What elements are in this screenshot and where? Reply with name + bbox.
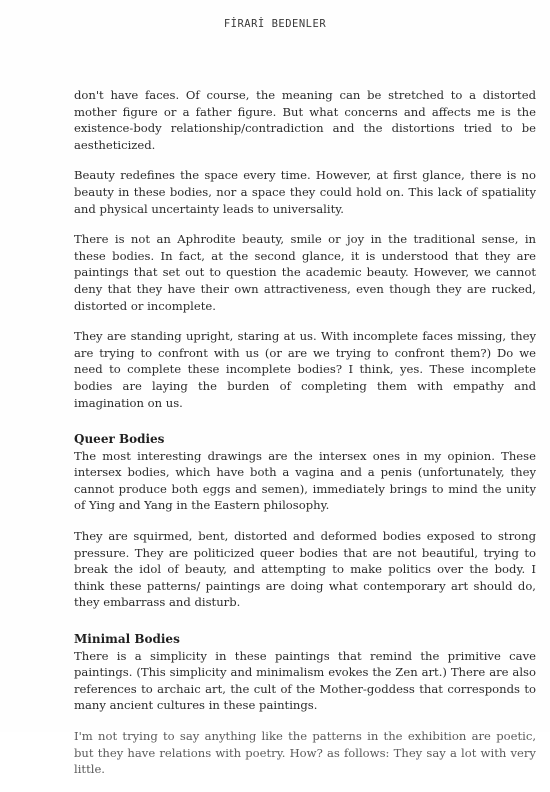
paragraph: There is not an Aphrodite beauty, smile or joy in the traditional sense, in these bodies. In fact, at the second glance, it is understood that they are paintings that set out to question the academic beauty. However, we cannot deny that they have their own attractiveness, even though they are rucked, distorted or incomplete. (74, 232, 536, 313)
paragraph: Beauty redefines the space every time. However, at first glance, there is no beauty in these bodies, nor a space they could hold on. This lack of spatiality and physical uncertainty leads to universality. (74, 168, 536, 216)
running-head: FİRARİ BEDENLER (223, 18, 327, 30)
paragraph: There is a simplicity in these paintings that remind the primitive cave paintings. (This simplicity and minimalism evokes the Zen art.) There are also references to archaic art, the cult of the Mother-goddess that corresponds to many ancient cultures in these paintings. (74, 648, 536, 713)
paragraph: The most interesting drawings are the intersex ones in my opinion. These intersex bodies, which have both a vagina and a penis (unfortunately, they cannot produce both eggs and semen), immediately brings to mind the unity of Ying and Yang in the Eastern philosophy. (74, 448, 536, 513)
paragraph: don't have faces. Of course, the meaning can be stretched to a distorted mother figure or a father figure. But what concerns and affects me is the existence-body relationship/contradiction and the distortions tried to be aestheticized. (74, 88, 536, 152)
section-heading-queer-bodies: Queer Bodies (74, 432, 165, 447)
body-text (74, 87, 536, 792)
paragraph: They are standing upright, staring at us. With incomplete faces missing, they are trying to confront with us (or are we trying to confront them?) Do we need to complete these incomplete bodies? I think, yes. These incomplete bodies are laying the burden of completing them with empathy and imagination on us. (74, 329, 536, 410)
section-heading-minimal-bodies: Minimal Bodies (74, 632, 180, 647)
paragraph: They are squirmed, bent, distorted and deformed bodies exposed to strong pressure. They are politicized queer bodies that are not beautiful, trying to break the idol of beauty, and attempting to make politics over the body. I think these patterns/ paintings are doing what contemporary art should do, they embarrass and disturb. (74, 529, 536, 610)
paragraph: I'm not trying to say anything like the patterns in the exhibition are poetic, but they have relations with poetry. How? as follows: They say a lot with very little. (74, 729, 536, 777)
